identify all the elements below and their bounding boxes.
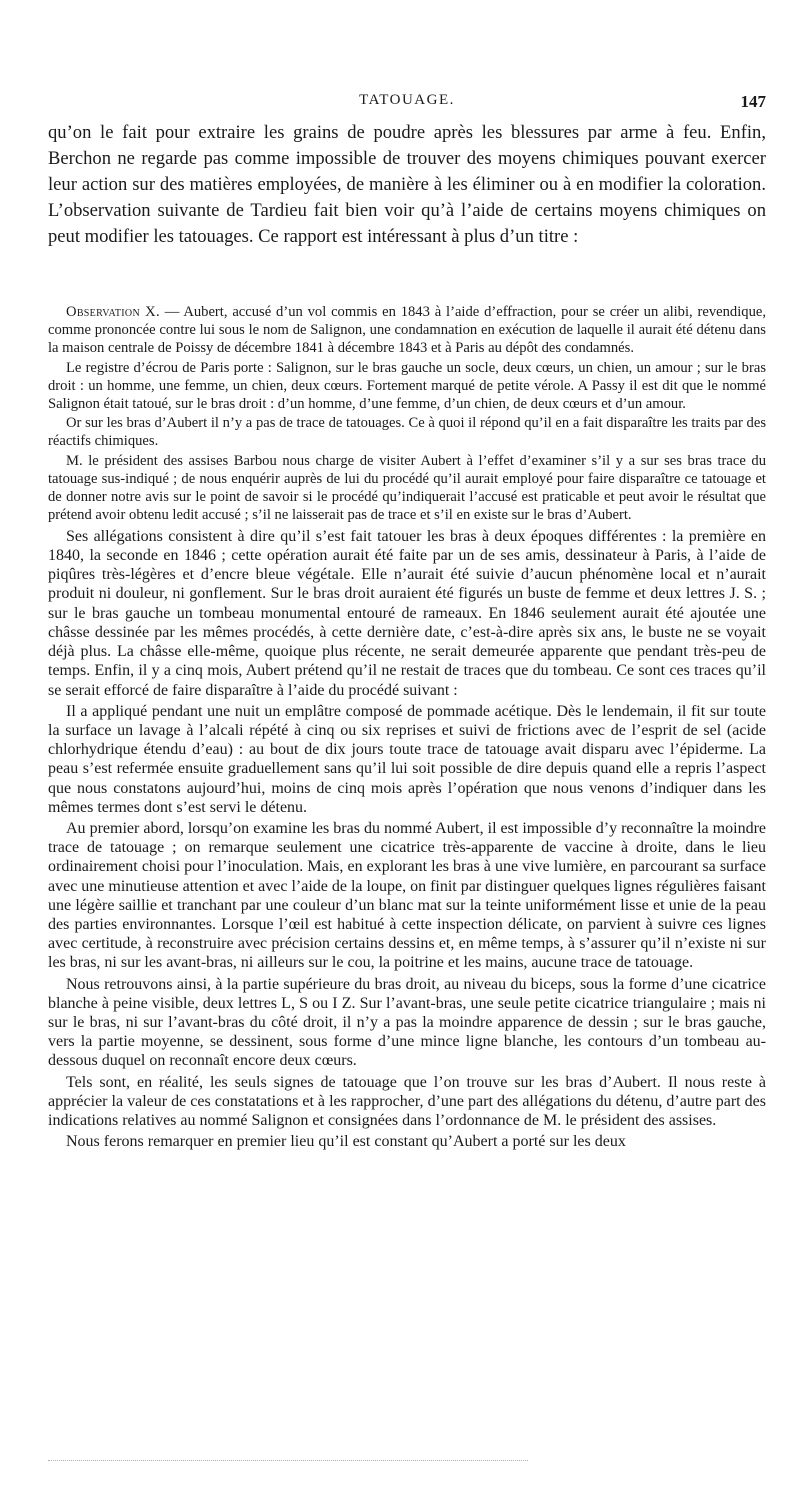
observation-paragraph: Au premier abord, lorsqu’on examine les bras du nommé Aubert, il est impossible d’y reconnaître la moindre trace de tatouage ; on remarque seulement une cicatrice très-apparente de vaccine à droite, dans le lieu ordinairement choisi pour l’inoculation. Mais, en explorant les bras à une vive lumière, en parcourant sa surface avec une minutieuse attention et avec l’aide de la loupe, on finit par distinguer quelques lignes régulières faisant une légère saillie et tranchant par une couleur d’un blanc mat sur la teinte uniformément lisse et unie de la peau des parties environnantes. Lorsque l’œil est habitué à cette inspection délicate, on parvient à suivre ces lignes avec certitude, à reconstruire avec précision certains dessins et, en même temps, à s’assurer qu’il n’existe ni sur les bras, ni sur les avant-bras, ni ailleurs sur le cou, la poitrine et les mains, aucune trace de tatouage. — [48, 819, 766, 972]
page-number: 147 — [740, 92, 766, 111]
observation-paragraph: Tels sont, en réalité, les seuls signes de tatouage que l’on trouve sur les bras d’Aubert. Il nous reste à apprécier la valeur de ces constatations et à les rapprocher, d’une part des allégations du détenu, d’autre part des indications relatives au nommé Salignon et consignées dans l’ordonnance de M. le président des assises. — [48, 1073, 766, 1129]
running-title: TATOUAGE. — [359, 92, 455, 108]
observation-paragraph: Le registre d’écrou de Paris porte : Salignon, sur le bras gauche un socle, deux cœurs, un chien, un amour ; sur le bras droit : un homme, une femme, un chien, deux cœurs. Fortement marqué de petite vérole. A Passy il est dit que le nommé Salignon était tatoué, sur le bras droit : d’un homme, d’une femme, d’un chien, de deux cœurs et d’un amour. — [48, 359, 766, 412]
page-header — [48, 90, 766, 114]
observation-paragraph: Ses allégations consistent à dire qu’il s’est fait tatouer les bras à deux époques différentes : la première en 1840, la seconde en 1846 ; cette opération aurait été faite par un de ses amis, dessinateur à Paris, à l’aide de piqûres très-légères et d’encre bleue végétale. Elle n’aurait été suivie d’aucun phénomène local et n’aurait produit ni douleur, ni gonflement. Sur le bras droit auraient été figurés un buste de femme et deux lettres J. S. ; sur le bras gauche un tombeau monumental entouré de rameaux. En 1846 seulement aurait été ajoutée une châsse dessinée par les mêmes procédés, à cette dernière date, c’est-à-dire après six ans, le buste ne se voyait déjà plus. La châsse elle-même, quoique plus récente, ne serait demeurée apparente que pendant très-peu de temps. Enfin, il y a cinq mois, Aubert prétend qu’il ne restait de traces que du tombeau. Ce sont ces traces qu’il se serait efforcé de faire disparaître à l’aide du procédé suivant : — [48, 527, 766, 699]
observation-paragraph: Il a appliqué pendant une nuit un emplâtre composé de pommade acétique. Dès le lendemain, il fit sur toute la surface un lavage à l’alcali répété à cinq ou six reprises et suivi de frictions avec de l’esprit de sel (acide chlorhydrique étendu d’eau) : au bout de dix jours toute trace de tatouage avait disparu avec l’épiderme. La peau s’est refermée ensuite graduellement sans qu’il lui soit possible de dire depuis quand elle a repris l’aspect que nous constatons aujourd’hui, moins de cinq mois après l’opération que nous venons d’indiquer dans les mêmes termes dont s’est servi le détenu. — [48, 702, 766, 816]
observation-block — [48, 304, 766, 1153]
observation-label: Observation X. — [66, 304, 160, 320]
observation-paragraph: Nous ferons remarquer en premier lieu qu’il est constant qu’Aubert a porté sur les deux — [66, 1133, 626, 1151]
observation-opening-text: — Aubert, accusé d’un vol commis en 1843 à l’aide d’effraction, pour se créer un alibi, revendique, comme prononcée contre lui sous le nom de Salignon, une condamnation en exécution de laquelle il aurait été détenu dans la maison centrale de Poissy de décembre 1841 à décembre 1843 et à Paris au dépôt des condamnés. — [48, 304, 766, 356]
observation-paragraph: M. le président des assises Barbou nous charge de visiter Aubert à l’effet d’examiner s’il y a sur ses bras trace du tatouage sus-indiqué ; de nous enquérir auprès de lui du procédé qu’il aurait employé pour faire disparaître ce tatouage et de donner notre avis sur le point de savoir si le procédé qu’indiquerait l’accusé est praticable et peut avoir le résultat que prétend avoir obtenu ledit accusé ; s’il ne laisserait pas de trace et s’il en existe sur le bras d’Aubert. — [48, 453, 766, 523]
footer-rule — [48, 1460, 528, 1461]
intro-paragraph: qu’on le fait pour extraire les grains de poudre après les blessures par arme à feu. Enfin, Berchon ne regarde pas comme impossible de trouver des moyens chimiques pouvant exercer leur action sur des matières employées, de manière à les éliminer ou à en modifier la coloration. L’observation suivante de Tardieu fait bien voir qu’à l’aide de certains moyens chimiques on peut modifier les tatouages. Ce rapport est intéressant à plus d’un titre : — [48, 122, 766, 247]
observation-paragraph: Or sur les bras d’Aubert il n’y a pas de trace de tatouages. Ce à quoi il répond qu’il en a fait disparaître les traits par des réactifs chimiques. — [48, 415, 766, 450]
observation-opening — [48, 304, 766, 358]
observation-paragraph: Nous retrouvons ainsi, à la partie supérieure du bras droit, au niveau du biceps, sous la forme d’une cicatrice blanche à peine visible, deux lettres L, S ou I Z. Sur l’avant-bras, une seule petite cicatrice triangulaire ; mais ni sur le bras, ni sur l’avant-bras du côté droit, il n’y a pas la moindre apparence de dessin ; sur le bras gauche, vers la partie moyenne, se dessinent, sous forme d’une mince ligne blanche, les contours d’un tombeau au-dessous duquel on reconnaît encore deux cœurs. — [48, 975, 766, 1070]
